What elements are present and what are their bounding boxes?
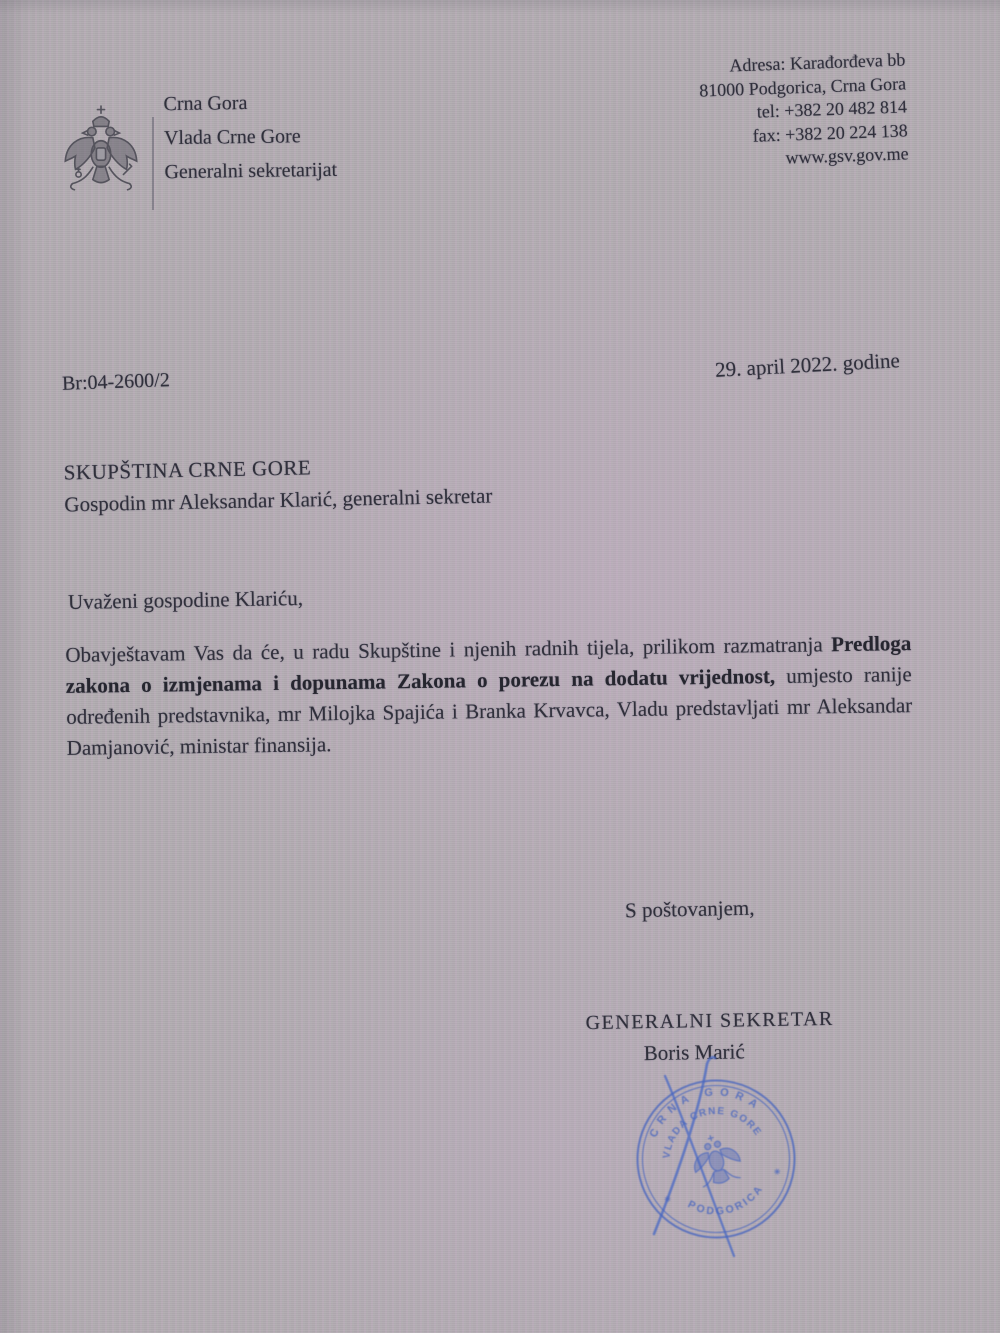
address-line: 81000 Podgorica, Crna Gora (698, 72, 907, 101)
body-text-before: Obavještavam Vas da će, u radu Skupštine i njenih radnih tijela, prilikom razmatranja (65, 632, 832, 667)
letterhead-divider (152, 117, 154, 210)
fax-line: fax: +382 20 224 138 (752, 119, 909, 146)
org-country: Crna Gora (163, 92, 248, 116)
body-paragraph (65, 628, 913, 764)
body-text-bold: Predloga zakona o izmjenama i dopunama Zakona o porezu na dodatu vrijednost, (65, 631, 912, 698)
stamp-ring-text: CRNA GORA (647, 1086, 765, 1140)
org-government: Vlada Crne Gore (163, 125, 301, 150)
stamp-eagle-icon (688, 1130, 745, 1188)
stamp-separator-left: ✳ (663, 1194, 673, 1205)
reference-number: Br:04-2600/2 (61, 369, 171, 395)
letter-date: 29. april 2022. godine (714, 348, 901, 382)
recipient-institution: SKUPŠTINA CRNE GORE (63, 455, 312, 485)
body-text-after: umjesto ranije određenih predstavnika, mr Milojka Spajića i Branka Krvavca, Vladu predstavljati mr Aleksandar Damjanović, ministar finansija. (66, 662, 913, 760)
montenegro-coat-of-arms-icon (52, 101, 150, 205)
stamp-arc-text: VLADA CRNE GORE (661, 1105, 764, 1160)
recipient-block (63, 448, 492, 521)
address-line: Adresa: Karađorđeva bb (729, 49, 906, 76)
salutation: Uvaženi gospodine Klariću, (67, 585, 304, 615)
org-secretariat: Generalni sekretarijat (164, 158, 338, 184)
official-stamp (634, 1077, 798, 1241)
svg-text:PODGORICA (684, 1180, 771, 1226)
stamp-separator-right: ✳ (772, 1166, 782, 1178)
closing-phrase: S poštovanjem, (624, 895, 755, 923)
stamp-bottom-text: PODGORICA (685, 1182, 767, 1218)
recipient-person: Gospodin mr Aleksandar Klarić, generalni sekretar (64, 483, 493, 517)
signature-name: Boris Marić (643, 1039, 745, 1066)
website-line: www.gsv.gov.me (785, 143, 909, 168)
phone-line: tel: +382 20 482 814 (756, 96, 908, 122)
letterhead-address-block (698, 48, 909, 173)
letterhead-org-block (163, 85, 337, 189)
signature-title: GENERALNI SEKRETAR (585, 1007, 834, 1035)
